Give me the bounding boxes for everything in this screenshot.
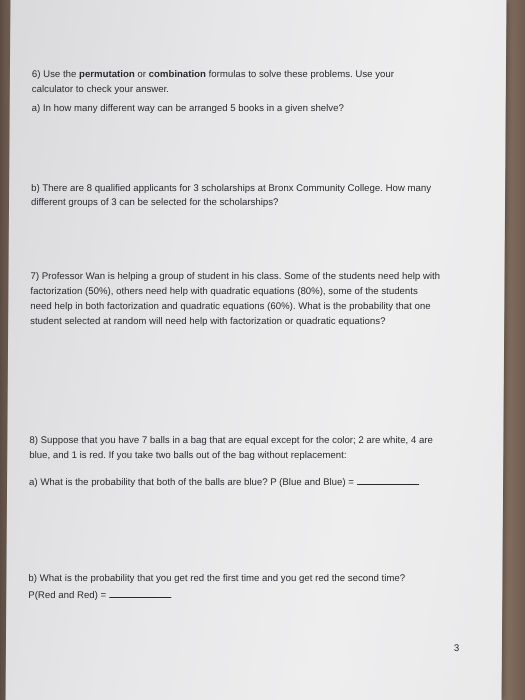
q8-intro-line1: 8) Suppose that you have 7 balls in a bag that are equal except for the color; 2 are white, 4 are <box>29 435 433 446</box>
q6-keyword-permutation: permutation <box>79 69 135 80</box>
q6-intro-line1 <box>32 68 394 81</box>
q8-part-b-text: P(Red and Red) = <box>28 590 109 601</box>
q7-line3: need help in both factorization and quadratic equations (60%). What is the probability that one <box>30 301 431 312</box>
q6-intro-mid: or <box>134 69 149 80</box>
q8-part-b-line2 <box>28 588 171 602</box>
q6-part-a: a) In how many different way can be arranged 5 books in a given shelve? <box>31 103 344 114</box>
q8-intro-line2: blue, and 1 is red. If you take two balls out of the bag without replacement: <box>29 450 347 461</box>
page-number: 3 <box>453 643 460 654</box>
q7-line4: student selected at random will need help with factorization or quadratic equations? <box>30 316 386 327</box>
q8-part-a-answer-blank[interactable] <box>357 475 419 485</box>
worksheet-page <box>6 0 507 700</box>
q8-part-b-line1: b) What is the probability that you get red the first time and you get red the second time? <box>28 573 406 584</box>
q6-keyword-combination: combination <box>148 69 206 80</box>
q6-intro-post: formulas to solve these problems. Use your <box>205 69 395 80</box>
q8-part-a <box>29 475 419 489</box>
q8-part-a-text: a) What is the probability that both of the balls are blue? P (Blue and Blue) = <box>29 477 357 488</box>
q8-part-b-answer-blank[interactable] <box>109 588 171 598</box>
q6-part-b-line2: different groups of 3 can be selected for the scholarships? <box>30 197 279 208</box>
q7-line2: factorization (50%), others need help with quadratic equations (80%), some of the students <box>30 286 418 297</box>
q7-line1: 7) Professor Wan is helping a group of student in his class. Some of the students need help with <box>30 271 441 282</box>
q6-intro-line2: calculator to check your answer. <box>31 84 170 95</box>
q6-part-b-line1: b) There are 8 qualified applicants for 3 scholarships at Bronx Community College. How many <box>31 183 432 194</box>
q6-intro-pre: 6) Use the <box>31 69 80 80</box>
